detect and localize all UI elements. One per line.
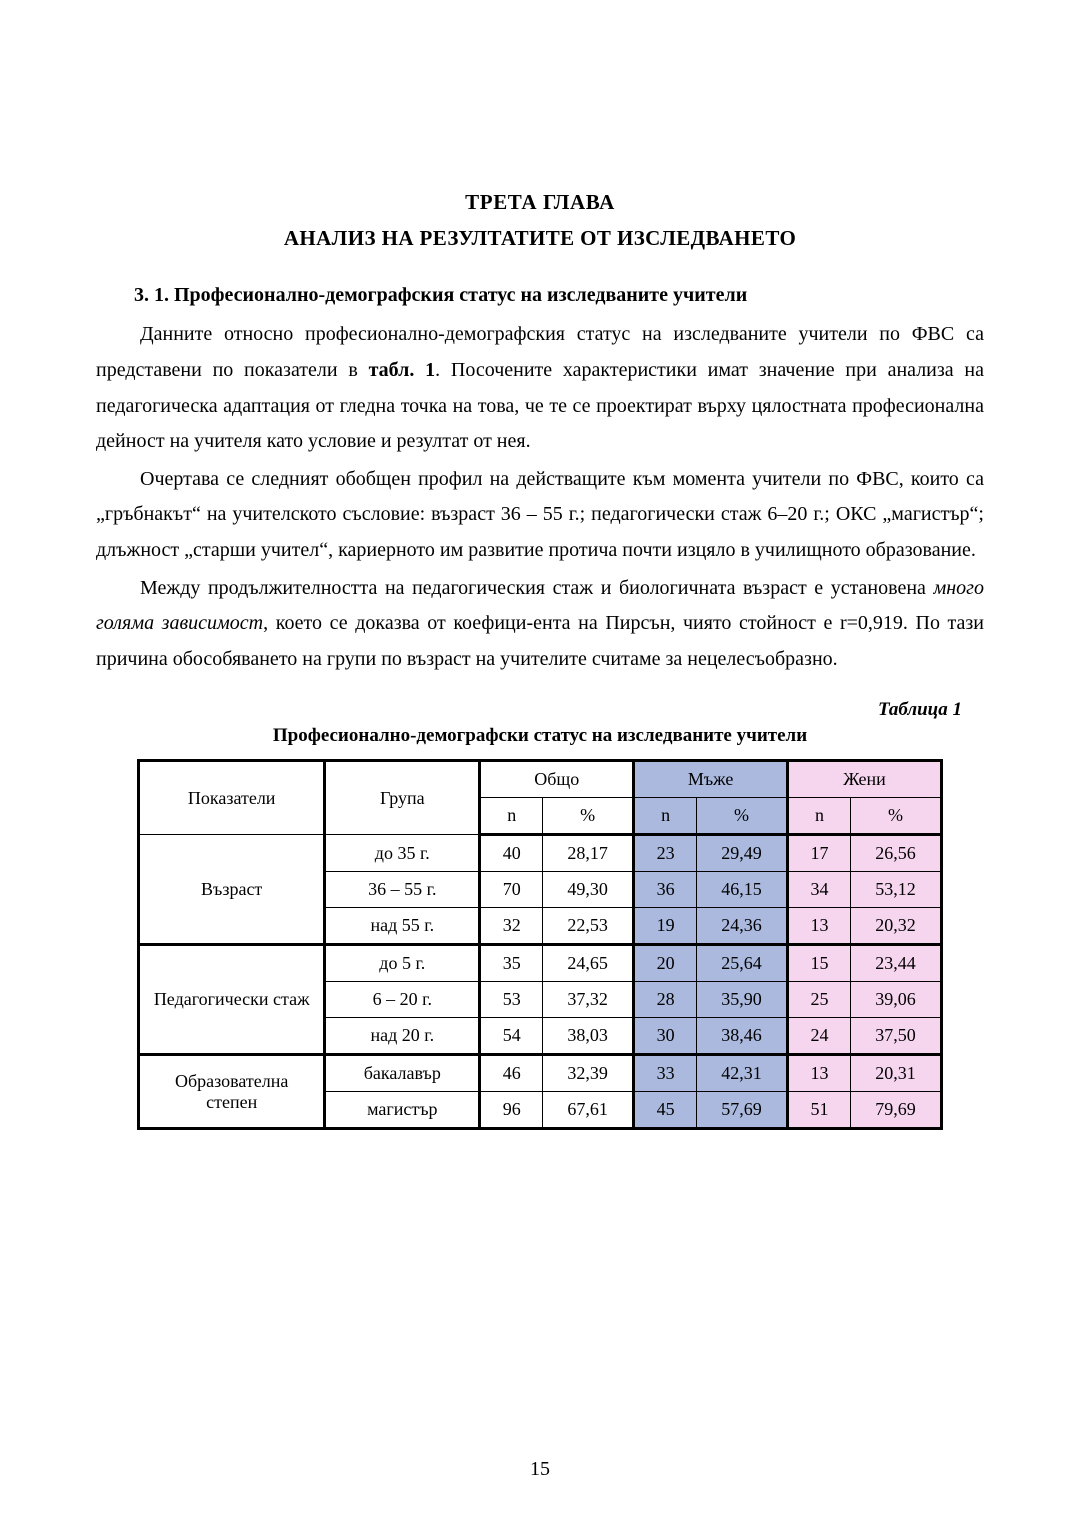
cell-female-pct: 20,31 bbox=[850, 1055, 941, 1092]
text-run: Очертава се следният обобщен профил на действащите към момента учители по ФВС, които са „гръбнакът“ на учителското съсловие: възраст 36 – 55 г.; педагогически стаж 6–20 г.; ОКС „магистър“; длъжност „старши учител“, кариерното им развитие протича почти изцяло в училищното образование. bbox=[96, 467, 984, 561]
table-row bbox=[139, 945, 942, 982]
cell-total-pct: 67,61 bbox=[543, 1092, 634, 1129]
table-row bbox=[139, 835, 942, 872]
cell-female-pct: 37,50 bbox=[850, 1018, 941, 1055]
row-label: Педагогически стаж bbox=[139, 945, 325, 1055]
cell-female-pct: 23,44 bbox=[850, 945, 941, 982]
cell-female-pct: 79,69 bbox=[850, 1092, 941, 1129]
cell-male-pct: 46,15 bbox=[696, 872, 787, 908]
text-run: Между продължителността на педагогическия стаж и биологичната възраст е установена bbox=[140, 576, 934, 599]
cell-male-n: 36 bbox=[634, 872, 697, 908]
text-run: много голяма зависимост bbox=[96, 576, 984, 635]
chapter-subtitle: АНАЛИЗ НА РЕЗУЛТАТИТЕ ОТ ИЗСЛЕДВАНЕТО bbox=[283, 225, 797, 250]
cell-female-pct: 53,12 bbox=[850, 872, 941, 908]
header-total: Общо bbox=[480, 761, 634, 798]
header-female-pct: % bbox=[850, 798, 941, 835]
cell-total-n: 32 bbox=[480, 908, 543, 945]
cell-total-pct: 28,17 bbox=[543, 835, 634, 872]
cell-male-pct: 42,31 bbox=[696, 1055, 787, 1092]
table-caption-title: Професионално-демографски статус на изследваните учители bbox=[272, 725, 808, 747]
cell-male-pct: 35,90 bbox=[696, 982, 787, 1018]
cell-female-n: 17 bbox=[788, 835, 851, 872]
cell-female-n: 13 bbox=[788, 908, 851, 945]
cell-total-pct: 49,30 bbox=[543, 872, 634, 908]
cell-total-n: 70 bbox=[480, 872, 543, 908]
cell-male-pct: 24,36 bbox=[696, 908, 787, 945]
header-indicators: Показатели bbox=[139, 761, 325, 835]
row-label: Образователна степен bbox=[139, 1055, 325, 1129]
page-number: 15 bbox=[530, 1458, 550, 1480]
header-male-n: n bbox=[634, 798, 697, 835]
row-label: Възраст bbox=[139, 835, 325, 945]
cell-group: над 55 г. bbox=[325, 908, 480, 945]
cell-male-n: 19 bbox=[634, 908, 697, 945]
table-row bbox=[139, 1055, 942, 1092]
cell-group: 6 – 20 г. bbox=[325, 982, 480, 1018]
cell-male-pct: 57,69 bbox=[696, 1092, 787, 1129]
cell-total-n: 35 bbox=[480, 945, 543, 982]
cell-group: бакалавър bbox=[325, 1055, 480, 1092]
cell-total-n: 53 bbox=[480, 982, 543, 1018]
cell-total-pct: 24,65 bbox=[543, 945, 634, 982]
cell-female-pct: 39,06 bbox=[850, 982, 941, 1018]
cell-group: над 20 г. bbox=[325, 1018, 480, 1055]
cell-male-pct: 29,49 bbox=[696, 835, 787, 872]
cell-female-pct: 20,32 bbox=[850, 908, 941, 945]
header-group: Група bbox=[325, 761, 480, 835]
text-run: . Посочените характеристики имат значение при анализа на педагогическа адаптация от гледна точка на това, че те се проектират върху цялостната професионална дейност на учителя като условие и резултат от нея. bbox=[96, 358, 985, 453]
table-head bbox=[139, 761, 942, 835]
cell-total-pct: 38,03 bbox=[543, 1018, 634, 1055]
cell-group: магистър bbox=[325, 1092, 480, 1129]
cell-male-n: 20 bbox=[634, 945, 697, 982]
cell-female-n: 51 bbox=[788, 1092, 851, 1129]
text-run: Данните относно професионално-демографския статус на изследваните учители по ФВС са представени по показатели в bbox=[96, 323, 984, 381]
header-female: Жени bbox=[788, 761, 942, 798]
cell-total-n: 40 bbox=[480, 835, 543, 872]
cell-total-n: 54 bbox=[480, 1018, 543, 1055]
cell-male-n: 45 bbox=[634, 1092, 697, 1129]
cell-male-pct: 25,64 bbox=[696, 945, 787, 982]
cell-group: до 35 г. bbox=[325, 835, 480, 872]
cell-male-n: 23 bbox=[634, 835, 697, 872]
section-heading: 3. 1. Професионално-демографския статус на изследваните учители bbox=[134, 284, 748, 307]
cell-male-pct: 38,46 bbox=[696, 1018, 787, 1055]
table-body bbox=[139, 835, 942, 1129]
paragraph-2 bbox=[96, 462, 984, 569]
chapter-title: ТРЕТА ГЛАВА bbox=[465, 190, 615, 214]
cell-female-n: 15 bbox=[788, 945, 851, 982]
header-total-n: n bbox=[480, 798, 543, 835]
cell-male-n: 28 bbox=[634, 982, 697, 1018]
cell-group: до 5 г. bbox=[325, 945, 480, 982]
cell-female-n: 13 bbox=[788, 1055, 851, 1092]
cell-total-n: 96 bbox=[480, 1092, 543, 1129]
text-run: , което се доказва от коефици-ента на Пирсън, чиято стойност е r=0,919. По тази причина обособяването на групи по възраст на учителите считаме за нецелесъобразно. bbox=[96, 612, 985, 670]
body-text bbox=[96, 317, 984, 677]
header-female-n: n bbox=[788, 798, 851, 835]
cell-female-n: 34 bbox=[788, 872, 851, 908]
table-header-row-1 bbox=[139, 761, 942, 798]
demographics-table bbox=[137, 759, 943, 1130]
paragraph-1 bbox=[96, 317, 984, 459]
cell-female-n: 24 bbox=[788, 1018, 851, 1055]
cell-male-n: 33 bbox=[634, 1055, 697, 1092]
header-male: Мъже bbox=[634, 761, 788, 798]
cell-total-n: 46 bbox=[480, 1055, 543, 1092]
cell-total-pct: 32,39 bbox=[543, 1055, 634, 1092]
table-caption-number: Таблица 1 bbox=[877, 699, 962, 721]
cell-female-pct: 26,56 bbox=[850, 835, 941, 872]
paragraph-3 bbox=[96, 571, 984, 678]
header-male-pct: % bbox=[696, 798, 787, 835]
cell-female-n: 25 bbox=[788, 982, 851, 1018]
header-total-pct: % bbox=[543, 798, 634, 835]
cell-male-n: 30 bbox=[634, 1018, 697, 1055]
cell-total-pct: 37,32 bbox=[543, 982, 634, 1018]
text-run: табл. 1 bbox=[368, 358, 436, 381]
cell-total-pct: 22,53 bbox=[543, 908, 634, 945]
cell-group: 36 – 55 г. bbox=[325, 872, 480, 908]
